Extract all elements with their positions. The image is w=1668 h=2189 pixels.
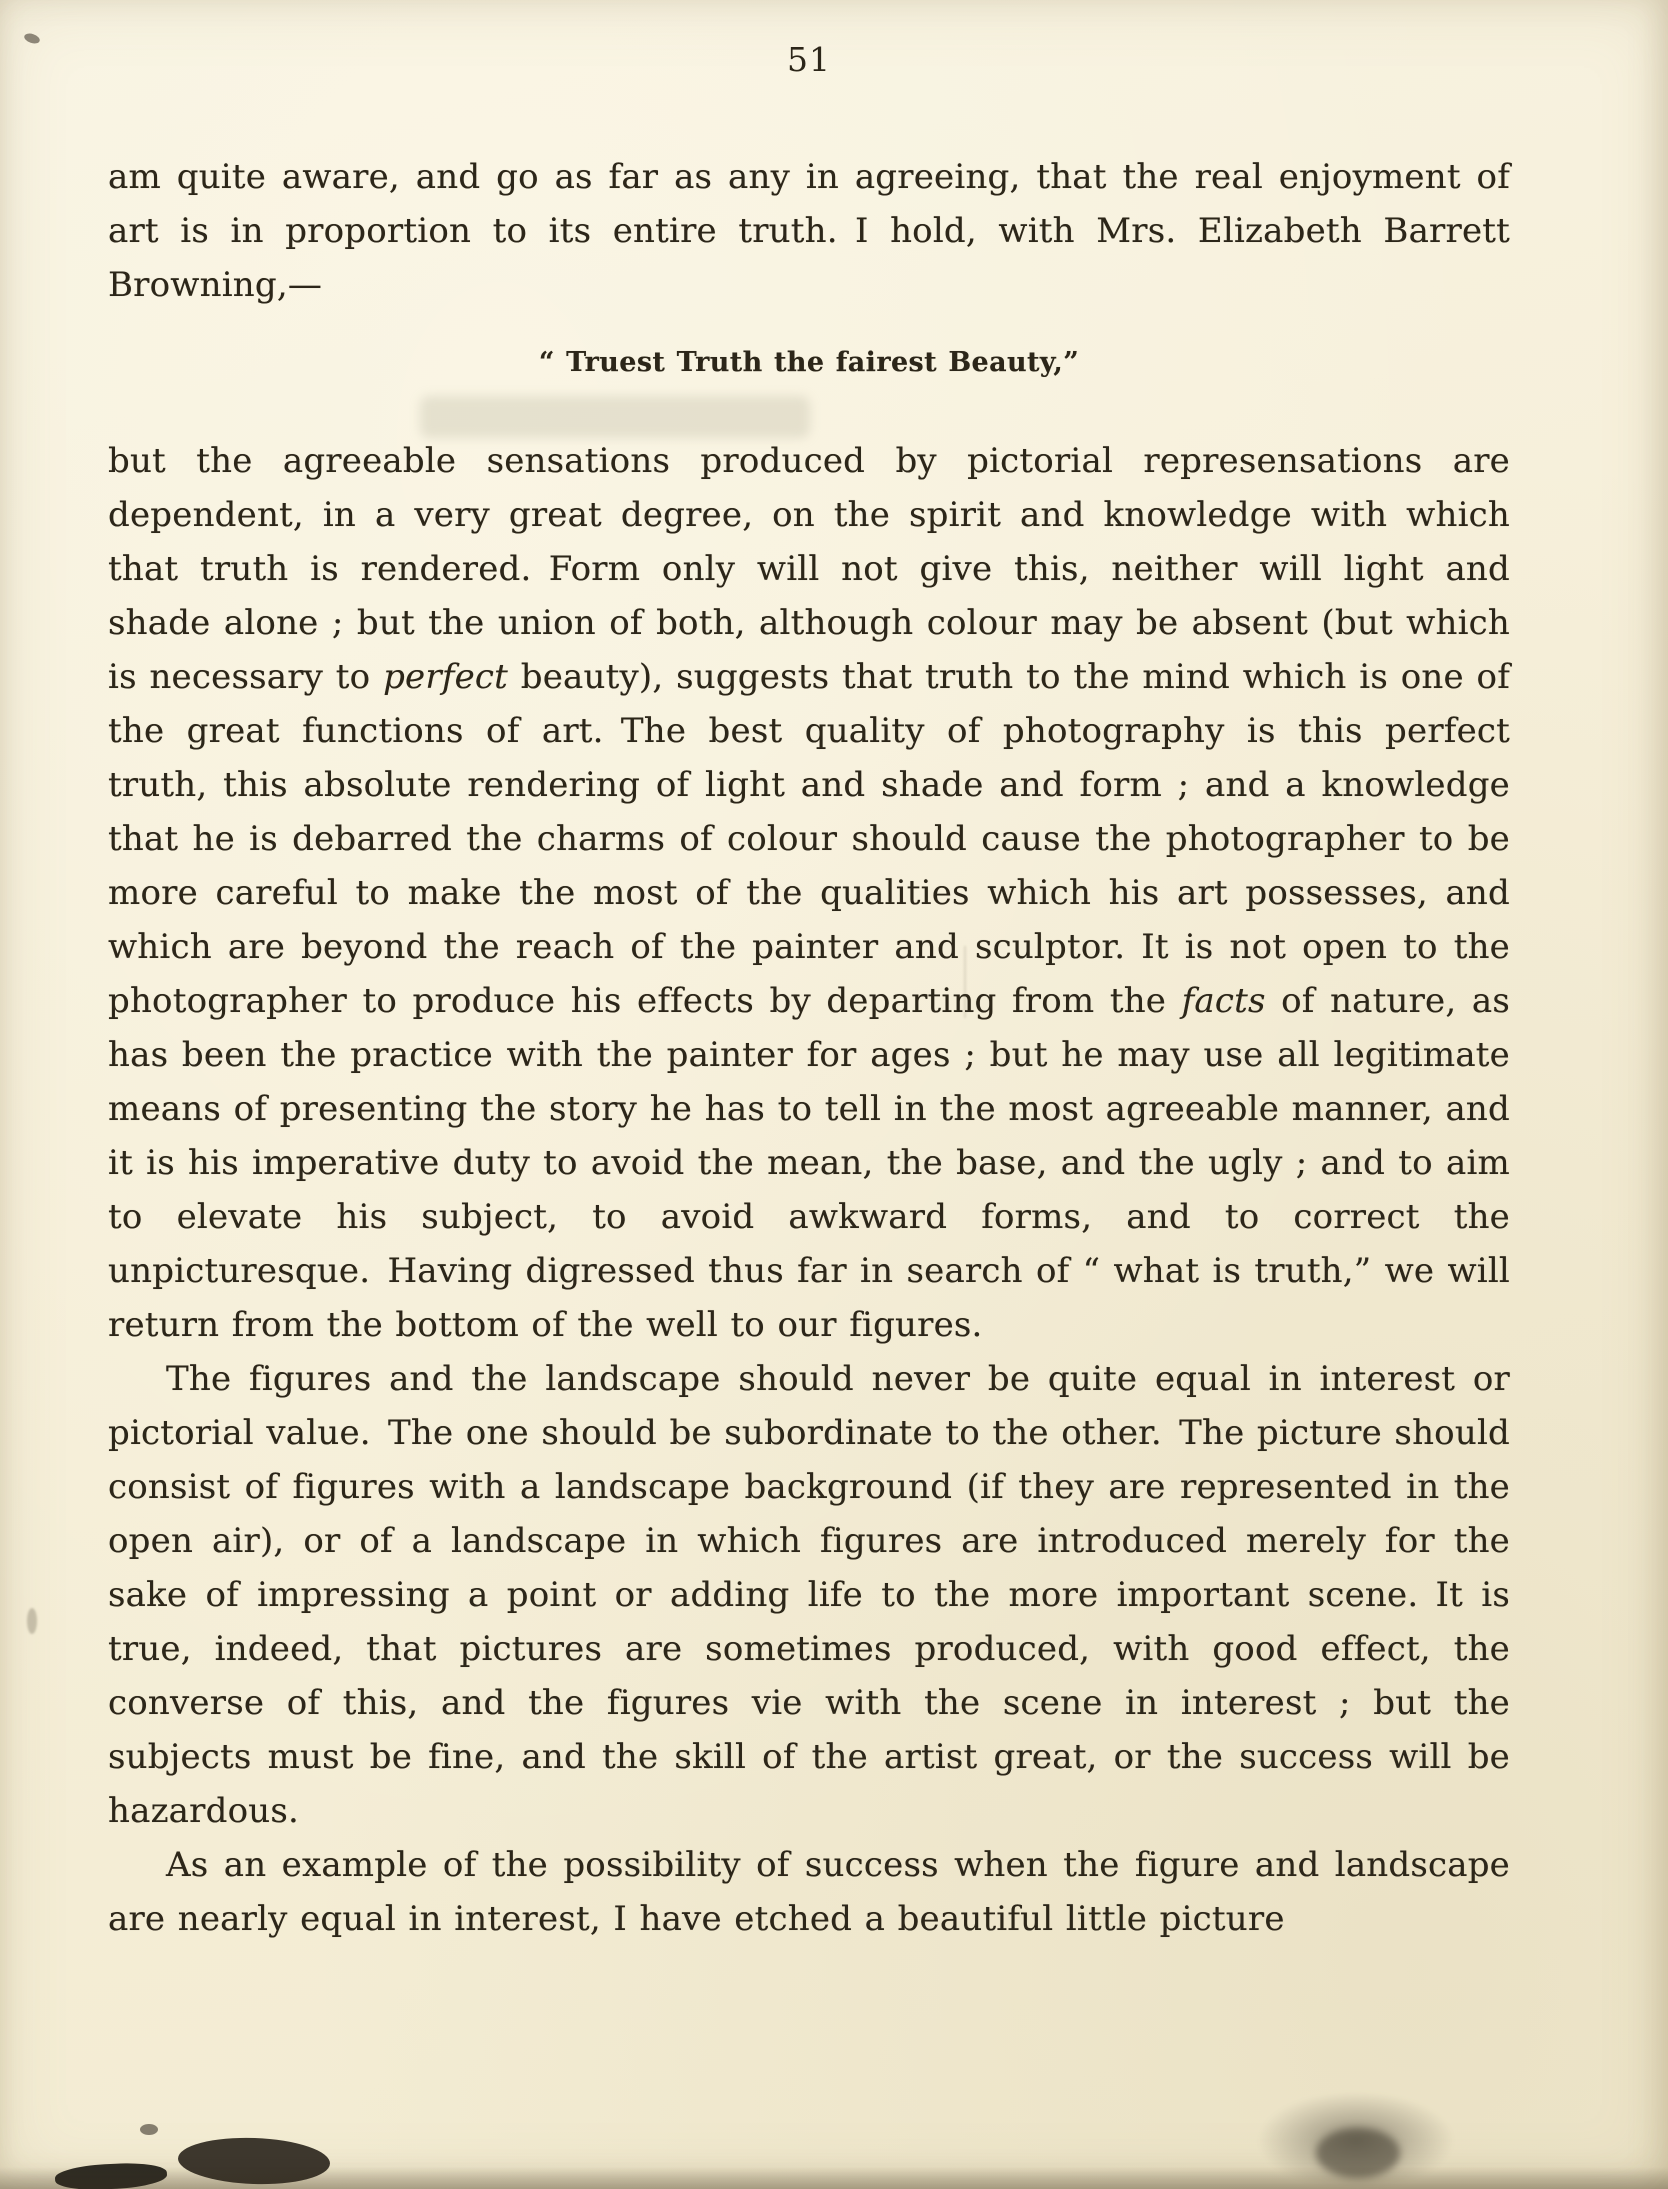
paragraph [108,1352,1510,1838]
page-number: 51 [787,40,831,79]
text-segment: The figures and the landscape should never be quite equal in interest or pictorial value. The one should be subordinate to the other. The picture should consist of figures with a landscape background (if they are represented in the open air), or of a landscape in which figures are introduced merely for the sake of impressing a point or adding life to the more important scene. It is true, indeed, that pictures are sometimes produced, with good effect, the converse of this, and the figures vie with the scene in interest ; but the subjects must be fine, and the skill of the artist great, or the success will be hazardous. [108,1359,1510,1831]
scan-ink-blob [177,2135,331,2186]
text-segment: “ Truest Truth the fairest Beauty,” [538,347,1080,378]
paragraph [108,1838,1510,1946]
scan-bottom-edge-shade [0,2167,1668,2189]
text-segment: beauty), suggests that truth to the mind which is one of the great functions of art. The best quality of photography is this perfect truth, this absolute rendering of light and shade and form ; and a knowledge that he is debarred the charms of colour should cause the photographer to be more careful to make the most of the qualities which his art possesses, and which are beyond the reach of the painter and sculptor. It is not open to the photographer to produce his effects by departing from the [108,657,1510,1021]
scan-ink-blob [54,2161,167,2189]
scan-ink-blob [140,2124,158,2135]
scan-mark-top-left [23,32,41,46]
quote-line [108,338,1510,388]
text-segment: As an example of the possibility of success when the figure and landscape are nearly equal in interest, I have etched a beautiful little picture [108,1845,1510,1939]
text-segment-italic: facts [1181,981,1266,1021]
text-block [108,150,1510,1946]
text-segment-italic: perfect [383,657,509,697]
scan-smudge-bottom-right-core [1316,2128,1400,2178]
text-segment: of nature, as has been the practice with the painter for ages ; but he may use all legitimate means of presenting the story he has to tell in the most agreeable manner, and it is his imperative duty to avoid the mean, the base, and the ugly ; and to aim to elevate his subject, to avoid awkward forms, and to correct the unpicturesque. Having digressed thus far in search of “ what is truth,” we will return from the bottom of the well to our figures. [108,981,1510,1345]
scan-mark-left-edge [27,1608,37,1634]
text-segment: am quite aware, and go as far as any in agreeing, that the real enjoyment of art is in proportion to its entire truth. I hold, with Mrs. Elizabeth Barrett Browning,— [108,157,1510,305]
scan-smudge-bottom-right [1258,2092,1454,2189]
paragraph [108,434,1510,1352]
paragraph [108,150,1510,312]
text-segment: but the agreeable sensations produced by pictorial represensations are dependent, in a very great degree, on the spirit and knowledge with which that truth is rendered. Form only will not give this, neither will light and shade alone ; but the union of both, although colour may be absent (but which is necessary to [108,441,1510,697]
